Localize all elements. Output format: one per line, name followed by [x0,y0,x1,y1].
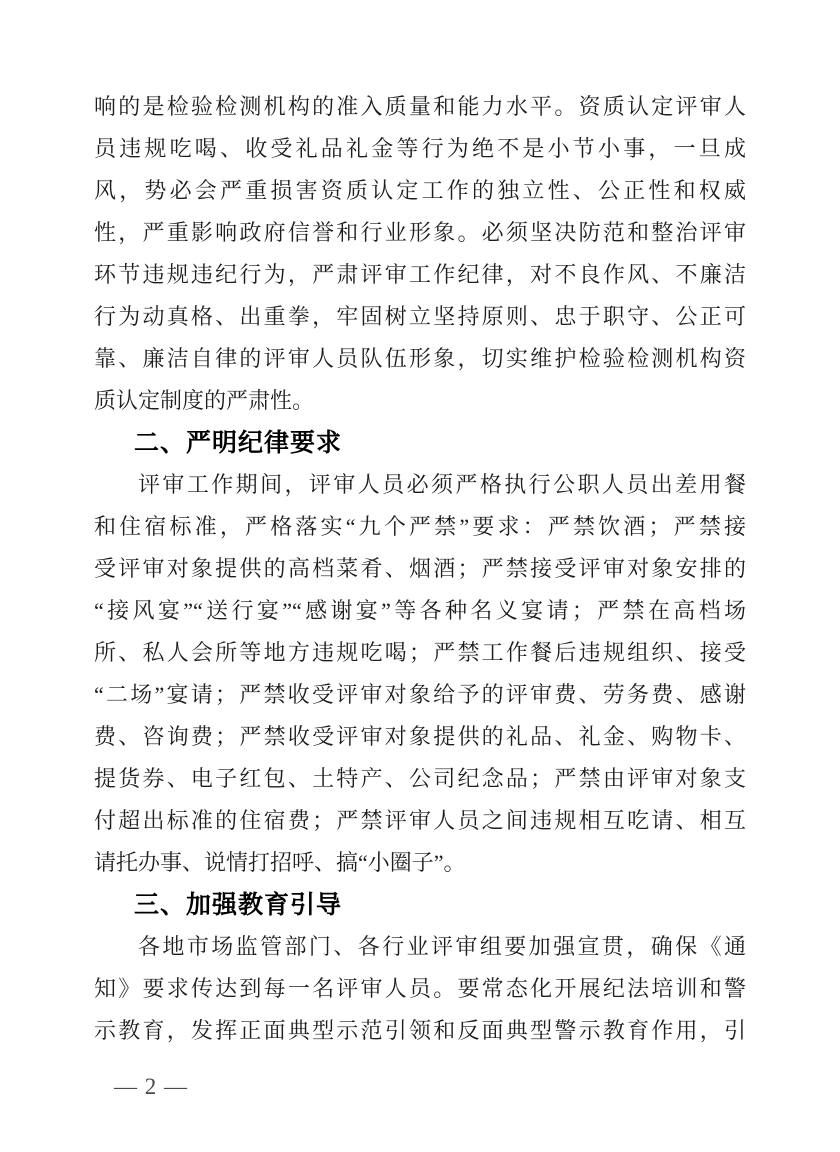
text-line: 响的是检验检测机构的准入质量和能力水平。资质认定评审人 [94,94,746,119]
text-line: 费、咨询费；严禁收受评审对象提供的礼品、礼金、购物卡、 [94,724,746,749]
text-line: 行为动真格、出重拳，牢固树立坚持原则、忠于职守、公正可 [94,304,746,329]
text-line: 和住宿标准，严格落实“九个严禁”要求：严禁饮酒；严禁接 [94,514,746,539]
text-line: 靠、廉洁自律的评审人员队伍形象，切实维护检验检测机构资 [94,346,746,371]
page-number: — 2 — [114,1074,188,1099]
text-line: 各地市场监管部门、各行业评审组要加强宣贯，确保《通 [138,934,746,959]
text-line: “接风宴”“送行宴”“感谢宴”等各种名义宴请；严禁在高档场 [94,598,746,623]
document-body [94,86,746,1052]
text-line: 提货券、电子红包、土特产、公司纪念品；严禁由评审对象支 [94,766,746,791]
text-line: 知》要求传达到每一名评审人员。要常态化开展纪法培训和警 [94,976,746,1001]
text-line: 付超出标准的住宿费；严禁评审人员之间违规相互吃请、相互 [94,808,746,833]
text-line: 员违规吃喝、收受礼品礼金等行为绝不是小节小事，一旦成 [94,136,746,161]
text-line: “二场”宴请；严禁收受评审对象给予的评审费、劳务费、感谢 [94,682,746,707]
text-line: 质认定制度的严肃性。 [94,388,315,413]
section-heading: 三、加强教育引导 [134,891,343,919]
text-line: 受评审对象提供的高档菜肴、烟酒；严禁接受评审对象安排的 [94,556,746,581]
text-line: 环节违规违纪行为，严肃评审工作纪律，对不良作风、不廉洁 [94,262,746,287]
section-heading: 二、严明纪律要求 [134,429,343,457]
text-line: 请托办事、说情打招呼、搞“小圈子”。 [94,850,466,875]
text-line: 风，势必会严重损害资质认定工作的独立性、公正性和权威 [94,178,746,203]
text-line: 示教育，发挥正面典型示范引领和反面典型警示教育作用，引 [94,1018,746,1043]
text-line: 所、私人会所等地方违规吃喝；严禁工作餐后违规组织、接受 [94,640,746,665]
text-line: 评审工作期间，评审人员必须严格执行公职人员出差用餐 [138,472,746,497]
text-line: 性，严重影响政府信誉和行业形象。必须坚决防范和整治评审 [94,220,746,245]
